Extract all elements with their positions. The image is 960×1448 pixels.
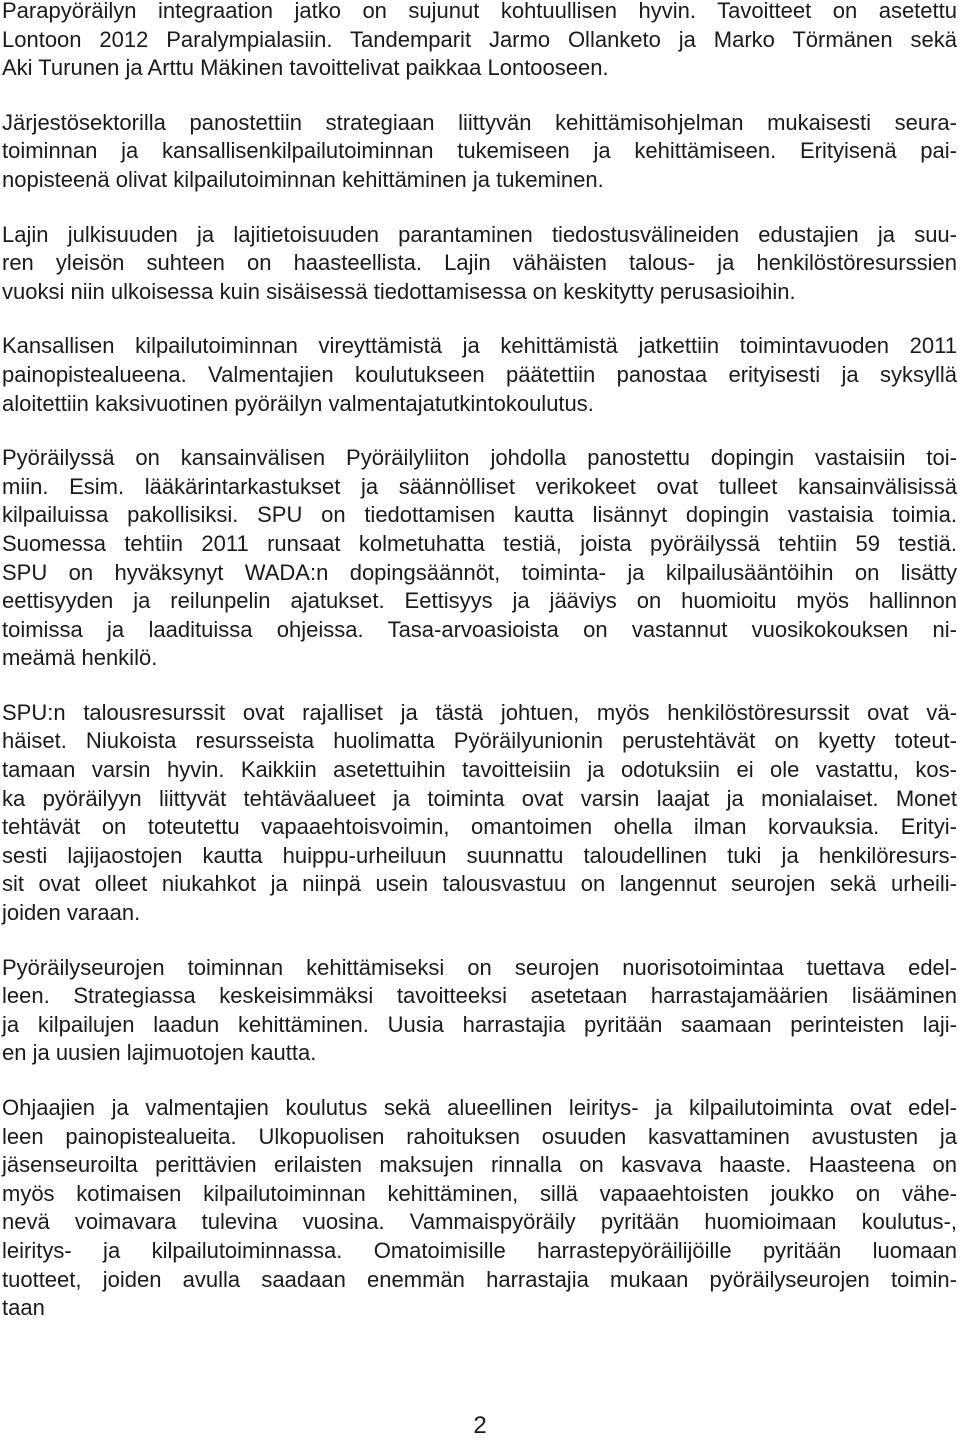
paragraph bbox=[2, 109, 957, 195]
paragraph bbox=[2, 0, 957, 83]
text-line: vuoksi niin ulkoisessa kuin sisäisessä tiedottamisessa on keskitytty perusasioihin. bbox=[2, 278, 796, 304]
text-line: eettisyyden ja reilunpelin ajatukset. Eettisyys ja jääviys on huomioitu myös hallinnon bbox=[2, 588, 957, 614]
text-line: toiminnan ja kansallisenkilpailutoiminnan tukemiseen ja kehittämiseen. Erityisenä pai- bbox=[2, 138, 957, 164]
text-line: nevä voimavara tulevina vuosina. Vammaispyöräily pyritään huomioimaan koulutus-, bbox=[2, 1209, 957, 1235]
text-line: Pyöräilyseurojen toiminnan kehittämiseksi on seurojen nuorisotoimintaa tuettava edel- bbox=[2, 954, 957, 980]
text-line: SPU:n talousresurssit ovat rajalliset ja tästä johtuen, myös henkilöstöresurssit ovat vä- bbox=[2, 699, 957, 725]
text-line: Pyöräilyssä on kansainvälisen Pyöräilyliiton johdolla panostettu dopingin vastaisiin toi- bbox=[2, 445, 957, 471]
text-line: Aki Turunen ja Arttu Mäkinen tavoittelivat paikkaa Lontooseen. bbox=[2, 55, 609, 81]
text-line: Parapyöräilyn integraation jatko on sujunut kohtuullisen hyvin. Tavoitteet on asetettu bbox=[2, 0, 957, 23]
paragraph bbox=[2, 699, 957, 928]
text-line: nopisteenä olivat kilpailutoiminnan kehittäminen ja tukeminen. bbox=[2, 166, 604, 192]
text-line: painopistealueena. Valmentajien koulutukseen päätettiin panostaa erityisesti ja syksyllä bbox=[2, 361, 957, 387]
page-number: 2 bbox=[473, 1412, 487, 1439]
text-line: joiden varaan. bbox=[2, 900, 141, 926]
text-line: leen. Strategiassa keskeisimmäksi tavoitteeksi asetetaan harrastajamäärien lisääminen bbox=[2, 983, 957, 1009]
paragraph bbox=[2, 1094, 957, 1323]
text-line: myös kotimaisen kilpailutoiminnan kehittäminen, sillä vapaaehtoisten joukko on vähe- bbox=[2, 1180, 957, 1206]
text-line: ka pyöräilyyn liittyvät tehtäväalueet ja toiminta ovat varsin laajat ja monialaiset. Monet bbox=[2, 785, 957, 811]
paragraph bbox=[2, 444, 957, 673]
text-line: leen painopistealueita. Ulkopuolisen rahoituksen osuuden kasvattaminen avustusten ja bbox=[2, 1123, 957, 1149]
text-line: aloitettiin kaksivuotinen pyöräilyn valmentajatutkintokoulutus. bbox=[2, 390, 594, 416]
text-line: ren yleisön suhteen on haasteellista. Lajin vähäisten talous- ja henkilöstöresurssien bbox=[2, 250, 957, 276]
text-line: sesti lajijaostojen kautta huippu-urheiluun suunnattu taloudellinen tuki ja henkilöresurs- bbox=[2, 842, 957, 868]
text-line: leiritys- ja kilpailutoiminnassa. Omatoimisille harrastepyöräilijöille pyritään luomaan bbox=[2, 1237, 957, 1263]
text-line: Kansallisen kilpailutoiminnan vireyttämistä ja kehittämistä jatkettiin toimintavuoden 2011 bbox=[2, 333, 957, 359]
text-line: meämä henkilö. bbox=[2, 645, 158, 671]
text-line: häiset. Niukoista resursseista huolimatta Pyöräilyunionin perustehtävät on kyetty toteut- bbox=[2, 728, 957, 754]
paragraph bbox=[2, 332, 957, 418]
text-line: SPU on hyväksynyt WADA:n dopingsäännöt, toiminta- ja kilpailusääntöihin on lisätty bbox=[2, 559, 957, 585]
text-line: tamaan varsin hyvin. Kaikkiin asetettuihin tavoitteisiin ja odotuksiin ei ole vastattu, kos- bbox=[2, 757, 957, 783]
text-line: Lajin julkisuuden ja lajitietoisuuden parantaminen tiedostusvälineiden edustajien ja suu- bbox=[2, 221, 957, 247]
paragraph bbox=[2, 221, 957, 307]
paragraph bbox=[2, 954, 957, 1068]
text-line: Järjestösektorilla panostettiin strategiaan liittyvän kehittämisohjelman mukaisesti seura- bbox=[2, 109, 957, 135]
body-text bbox=[2, 0, 957, 1349]
text-line: jäsenseuroilta perittävien erilaisten maksujen rinnalla on kasvava haaste. Haasteena on bbox=[2, 1152, 957, 1178]
text-line: ja kilpailujen laadun kehittäminen. Uusia harrastajia pyritään saamaan perinteisten laji- bbox=[2, 1011, 957, 1037]
text-line: tuotteet, joiden avulla saadaan enemmän harrastajia mukaan pyöräilyseurojen toimin- bbox=[2, 1266, 957, 1292]
text-line: Lontoon 2012 Paralympialasiin. Tandemparit Jarmo Ollanketo ja Marko Törmänen sekä bbox=[2, 26, 957, 52]
text-line: taan bbox=[2, 1295, 45, 1321]
text-line: sit ovat olleet niukahkot ja niinpä usein talousvastuu on langennut seurojen sekä urheili- bbox=[2, 871, 957, 897]
text-line: Ohjaajien ja valmentajien koulutus sekä alueellinen leiritys- ja kilpailutoiminta ovat edel- bbox=[2, 1095, 957, 1120]
text-line: en ja uusien lajimuotojen kautta. bbox=[2, 1040, 317, 1066]
text-line: tehtävät on toteutettu vapaaehtoisvoimin, omantoimen ohella ilman korvauksia. Erityi- bbox=[2, 814, 957, 840]
text-line: miin. Esim. lääkärintarkastukset ja säännölliset verikokeet ovat tulleet kansainvälisissä bbox=[2, 473, 957, 499]
text-line: toimissa ja laadituissa ohjeissa. Tasa-arvoasioista on vastannut vuosikokouksen ni- bbox=[2, 616, 957, 642]
text-line: Suomessa tehtiin 2011 runsaat kolmetuhatta testiä, joista pyöräilyssä tehtiin 59 testiä. bbox=[2, 530, 957, 556]
text-line: kilpailuissa pakollisiksi. SPU on tiedottamisen kautta lisännyt dopingin vastaisia toimia. bbox=[2, 502, 957, 528]
